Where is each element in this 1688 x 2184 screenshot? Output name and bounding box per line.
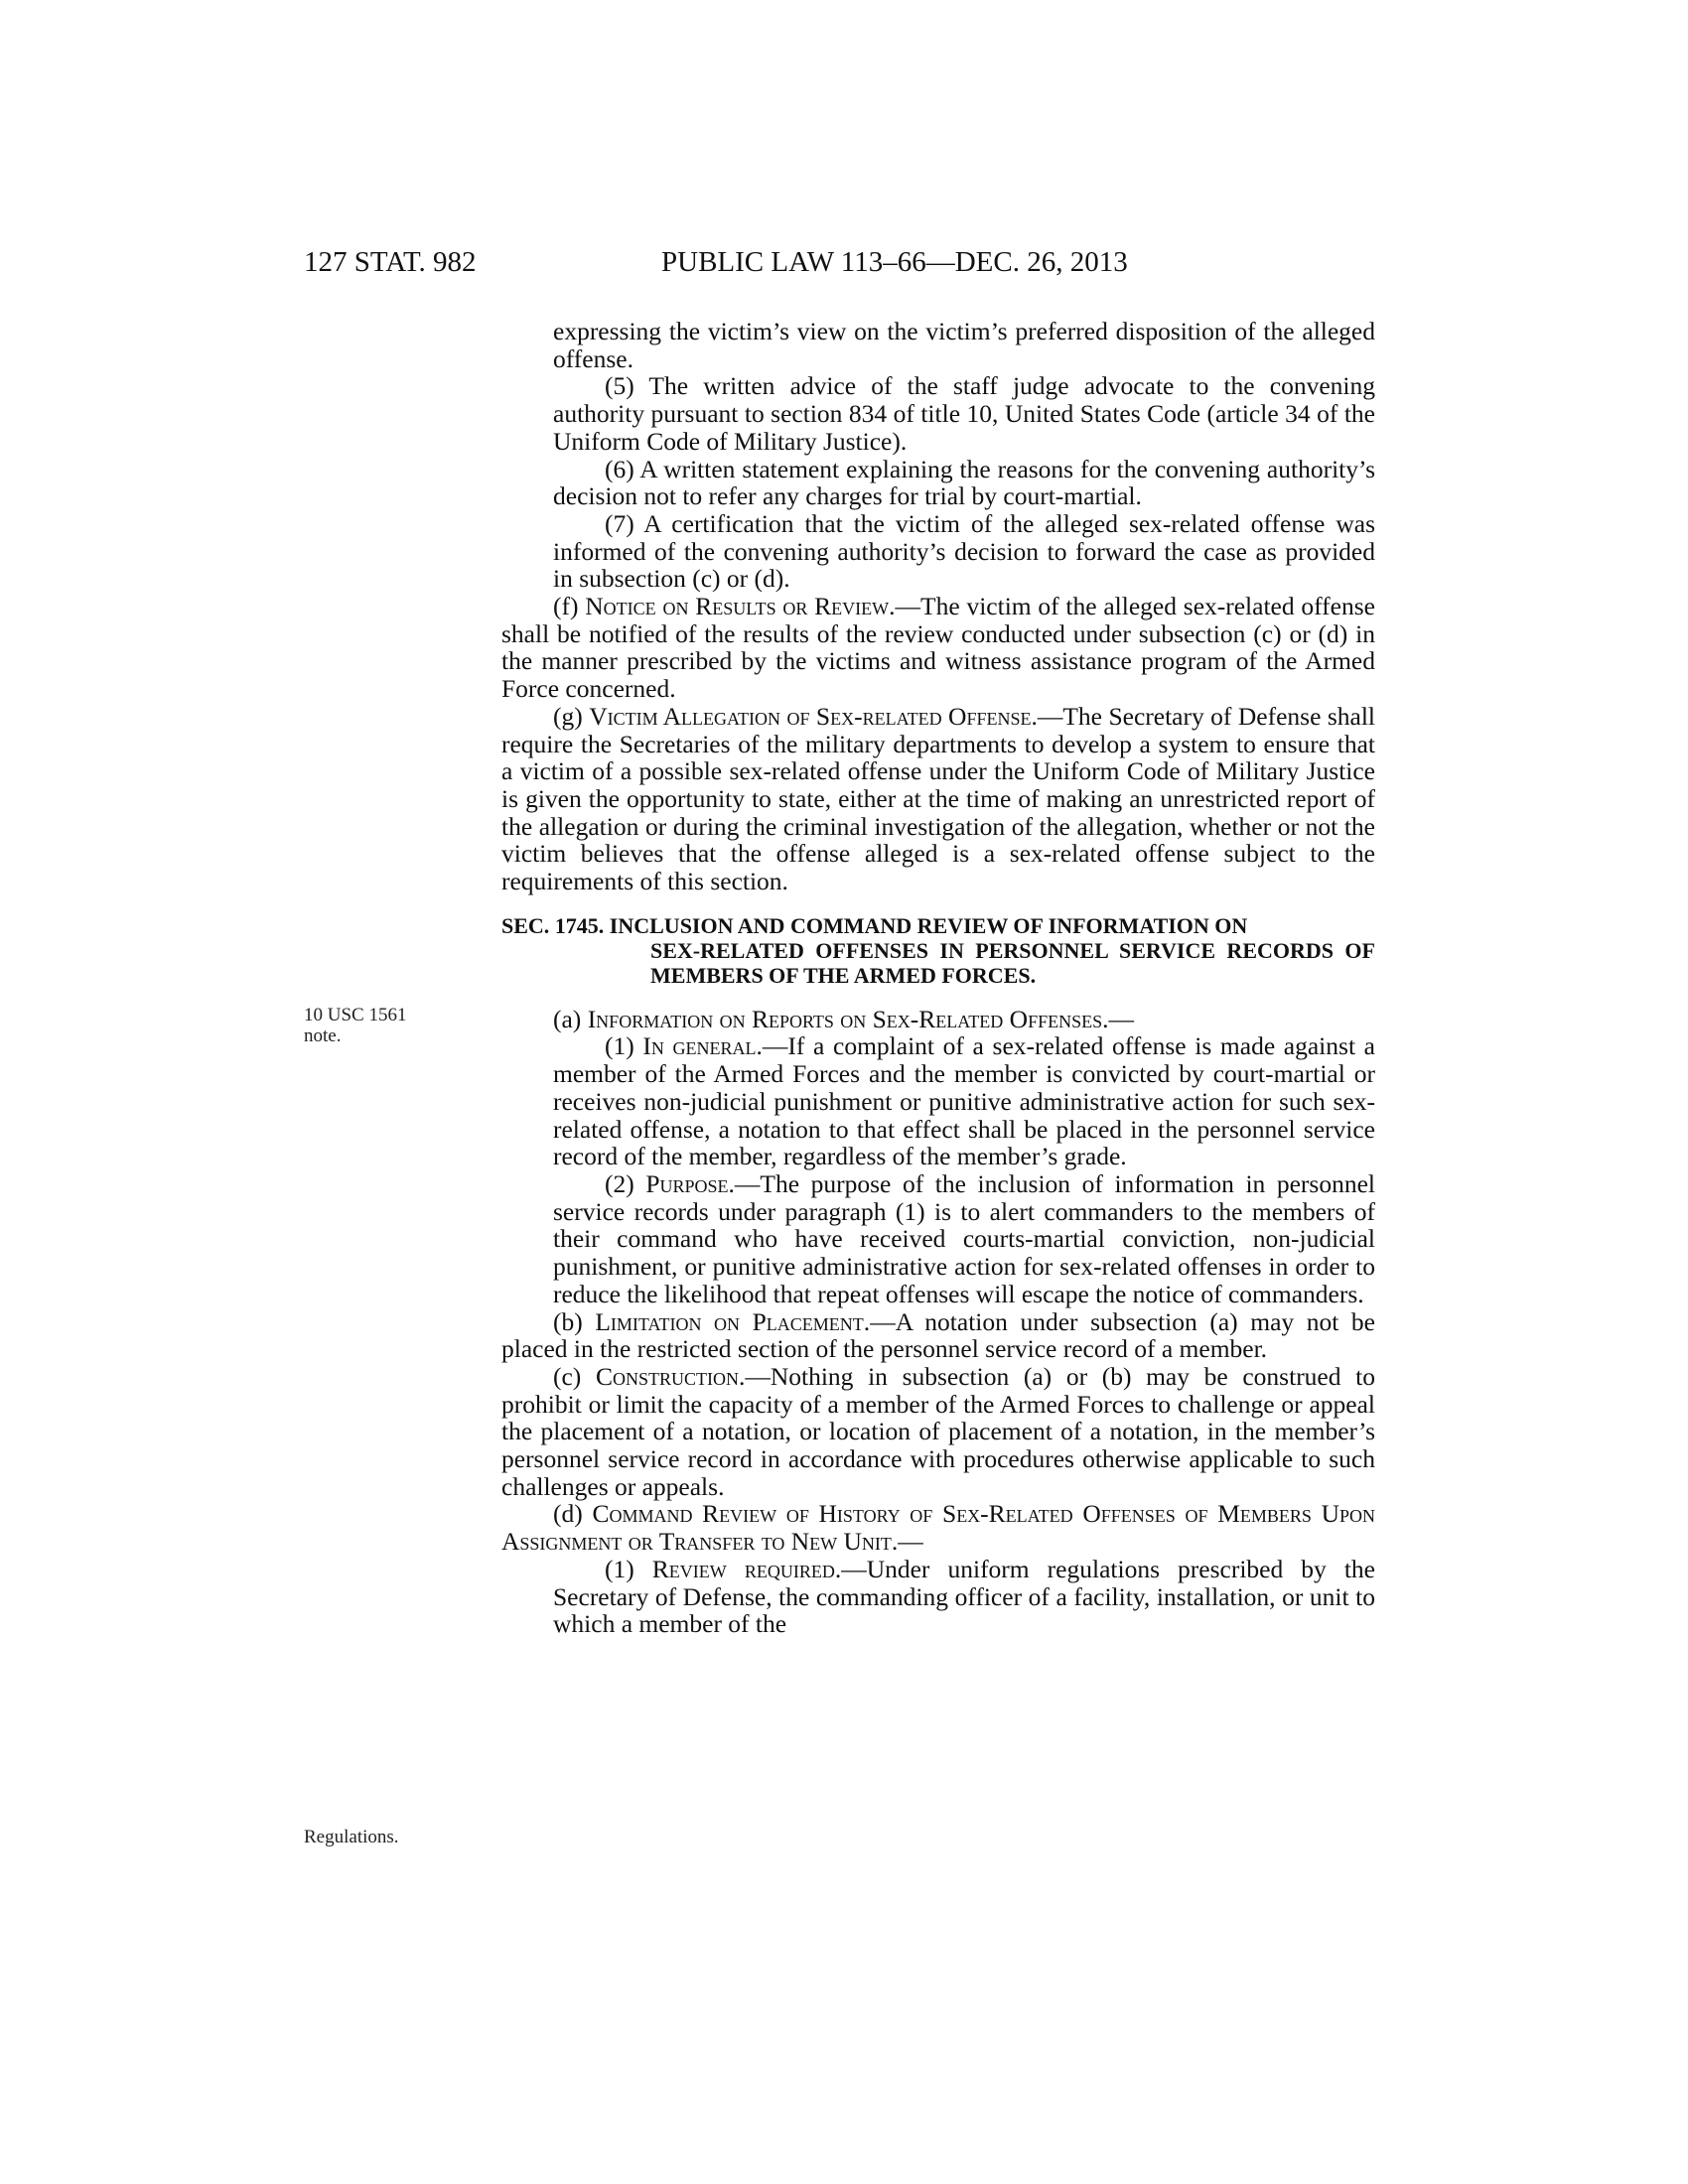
subsection-f-heading: Notice on Results or Review. (585, 592, 896, 621)
document-body (501, 318, 1375, 1638)
law-title: PUBLIC LAW 113–66—DEC. 26, 2013 (661, 246, 1128, 278)
paragraph-d1-text: —Under uniform regulations prescribed by the Secretary of Defense, the commanding officer of a facility, installation, or unit to which a member of the (553, 1554, 1375, 1639)
paragraph-d1-heading: Review required. (651, 1554, 842, 1583)
page-header (304, 246, 1380, 286)
subsection-d-label: (d) (553, 1499, 593, 1529)
subsection-d (501, 1500, 1375, 1555)
subsection-f (501, 593, 1375, 703)
paragraph-a2-heading: Purpose. (645, 1168, 735, 1198)
subsection-c-label: (c) (553, 1361, 596, 1391)
subsection-c-text: —Nothing in subsection (a) or (b) may be construed to prohibit or limit the capacity of a member of the Armed Forces to challenge or appeal the placement of a notation, or location of placement of a notation, in the member’s personnel service record in accordance with procedures otherwise applicable to such challenges or appeals. (501, 1361, 1375, 1501)
paragraph-a2 (501, 1170, 1375, 1308)
subsection-f-text: —The victim of the alleged sex-related offense shall be notified of the results of the review conducted under subsection (c) or (d) in the manner prescribed by the victims and witness assistance program of the Armed Force concerned. (501, 592, 1375, 704)
subsection-c (501, 1363, 1375, 1501)
paragraph-a1-heading: In general. (642, 1031, 763, 1061)
subsection-c-heading: Construction. (595, 1361, 746, 1391)
paragraph-a2-label: (2) (605, 1168, 646, 1198)
subsection-a-label: (a) (553, 1004, 588, 1033)
paragraph-continuation: expressing the victim’s view on the victim’s preferred disposition of the alleged offense. (553, 317, 1375, 373)
stat-reference: 127 STAT. 982 (304, 246, 477, 278)
subsection-a (501, 1006, 1375, 1033)
subsection-b-label: (b) (553, 1306, 596, 1336)
section-heading-lead: SEC. 1745. INCLUSION AND COMMAND REVIEW OF INFORMATION ON (501, 912, 1248, 938)
margin-note-usc-line2: note. (304, 1025, 342, 1046)
margin-note-usc-line1: 10 USC 1561 (304, 1005, 407, 1025)
subsection-d-heading: Command Review of History of Sex-Related Offenses of Members Upon Assignment or Transfer to New Unit.— (501, 1499, 1376, 1557)
paragraph-7: (7) A certification that the victim of the alleged sex-related offense was informed of the convening authority’s decision to forward the case as provided in subsection (c) or (d). (553, 508, 1375, 594)
section-heading (501, 913, 1375, 988)
margin-note-regulations: Regulations. (304, 1827, 399, 1847)
subsection-b-text: —A notation under subsection (a) may not be placed in the restricted section of the personnel service record of a member. (501, 1306, 1375, 1364)
subsection-g-text: —The Secretary of Defense shall require the Secretaries of the military departments to develop a system to ensure that a victim of a possible sex-related offense under the Uniform Code of Military Justice is given the opportunity to state, either at the time of making an unrestricted report of the allegation or during the criminal investigation of the allegation, whether or not the victim believes that the offense alleged is a sex-related offense subject to the requirements of this section. (501, 701, 1376, 896)
paragraph-a1 (501, 1032, 1375, 1170)
subsection-g-label: (g) (553, 701, 590, 731)
paragraph-d1-label: (1) (605, 1554, 652, 1583)
subsection-g (501, 703, 1375, 895)
subsection-a-heading: Information on Reports on Sex-Related Offenses.— (587, 1004, 1134, 1033)
paragraph-a1-text: —If a complaint of a sex-related offense is made against a member of the Armed Forces and the member is convicted by court-martial or receives non-judicial punishment or punitive administrative action for such sex-related offense, a notation to that effect shall be placed in the personnel service record of the member, regardless of the member’s grade. (553, 1031, 1376, 1171)
margin-note-usc (304, 1005, 406, 1046)
section-heading-rest: SEX-RELATED OFFENSES IN PERSONNEL SERVICE RECORDS OF MEMBERS OF THE ARMED FORCES. (650, 937, 1375, 988)
paragraph-a2-text: —The purpose of the inclusion of information in personnel service records under paragraph (1) is to alert commanders to the members of their command who have received courts-martial conviction, non-judicial punishment, or punitive administrative action for sex-related offenses in order to reduce the likelihood that repeat offenses will escape the notice of commanders. (553, 1168, 1375, 1308)
paragraph-6: (6) A written statement explaining the reasons for the convening authority’s decision not to refer any charges for trial by court-martial. (553, 454, 1375, 511)
subsection-g-heading: Victim Allegation of Sex-related Offense. (589, 701, 1038, 731)
subsection-f-label: (f) (553, 592, 586, 621)
subsection-b-heading: Limitation on Placement. (595, 1306, 871, 1336)
subsection-b (501, 1308, 1375, 1363)
paragraph-5: (5) The written advice of the staff judge advocate to the convening authority pursuant to section 834 of title 10, United States Code (article 34 of the Uniform Code of Military Justice). (553, 371, 1375, 456)
paragraph-a1-label: (1) (605, 1031, 643, 1061)
paragraph-d1 (501, 1556, 1375, 1638)
